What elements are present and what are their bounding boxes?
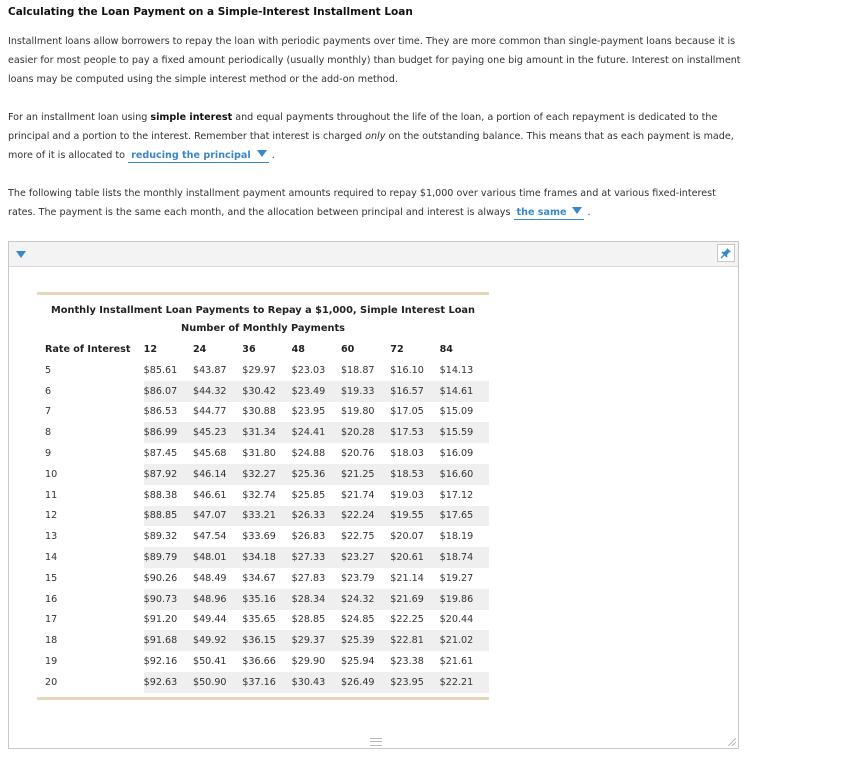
payment-cell: $25.85	[291, 489, 326, 501]
principal-dropdown[interactable]	[128, 149, 269, 163]
rate-cell: 10	[45, 468, 58, 480]
payment-cell: $15.09	[439, 406, 474, 418]
payment-cell: $16.09	[439, 448, 474, 460]
payment-cell: $25.94	[340, 656, 375, 668]
payment-cell: $21.14	[390, 572, 424, 584]
rate-cell: 14	[45, 552, 58, 564]
table-row	[37, 422, 489, 443]
payment-cell: $43.87	[192, 364, 227, 376]
rate-cell: 18	[45, 635, 58, 647]
payment-cell: $88.85	[144, 506, 193, 527]
payment-cell: $20.07	[390, 531, 424, 543]
table-row	[37, 443, 489, 464]
payment-cell: $18.19	[439, 531, 474, 543]
payment-cell: $18.87	[340, 364, 375, 376]
table-header-row	[37, 338, 489, 360]
payment-cell: $30.43	[292, 672, 341, 693]
payment-cell: $91.68	[144, 630, 193, 651]
payment-cell: $21.25	[341, 464, 390, 485]
payment-cell: $23.79	[340, 572, 375, 584]
payment-cell: $18.74	[440, 547, 489, 568]
payment-cell: $26.83	[291, 531, 326, 543]
payment-cell: $26.49	[341, 672, 390, 693]
payment-cell: $34.18	[242, 547, 291, 568]
payment-cell: $24.32	[341, 589, 390, 610]
payment-cell: $46.14	[193, 464, 242, 485]
payment-cell: $23.49	[292, 381, 341, 402]
simple-interest-paragraph	[8, 108, 743, 165]
payment-cell: $23.95	[291, 406, 326, 418]
principal-dropdown-value: reducing the principal	[131, 150, 251, 161]
payment-cell: $47.07	[193, 506, 242, 527]
payment-cell: $50.41	[192, 656, 227, 668]
payment-cell: $35.16	[242, 589, 291, 610]
table-row	[37, 526, 489, 547]
rate-cell: 17	[45, 614, 58, 626]
payment-cell: $87.45	[143, 448, 178, 460]
payment-cell: $30.88	[242, 406, 276, 418]
para2-emphasis: only	[365, 131, 386, 142]
page-title: Calculating the Loan Payment on a Simple-Interest Installment Loan	[8, 6, 413, 18]
payment-cell: $19.03	[390, 489, 424, 501]
payment-cell: $19.33	[341, 381, 390, 402]
payment-cell: $28.34	[292, 589, 341, 610]
payment-cell: $23.38	[390, 656, 424, 668]
rate-cell: 7	[45, 406, 52, 418]
payment-cell: $35.65	[242, 614, 276, 626]
table-panel	[8, 241, 739, 749]
payment-cell: $24.85	[340, 614, 375, 626]
payment-cell: $17.05	[390, 406, 424, 418]
table-row	[37, 630, 489, 651]
rate-cell: 13	[45, 531, 58, 543]
payment-cell: $87.92	[144, 464, 193, 485]
table-subtitle: Number of Monthly Payments	[181, 323, 345, 334]
payment-cell: $17.12	[439, 489, 474, 501]
table-row	[37, 589, 489, 610]
payment-cell: $16.60	[440, 464, 489, 485]
payment-cell: $23.95	[390, 672, 439, 693]
payment-cell: $14.61	[440, 381, 489, 402]
para2-text-2: and equal payments throughout the life of the loan, a portion of each repayment is dedicated to the principal and a portion to the interest. Remember that interest is charged	[8, 112, 718, 142]
payment-cell: $33.21	[242, 506, 291, 527]
table-row	[37, 672, 489, 693]
payment-cell: $19.55	[390, 506, 439, 527]
payment-cell: $44.77	[192, 406, 227, 418]
payment-cell: $20.44	[439, 614, 474, 626]
payment-cell: $31.80	[242, 448, 276, 460]
rate-cell: 11	[45, 489, 58, 501]
payment-cell: $36.66	[242, 656, 276, 668]
allocation-dropdown[interactable]	[514, 206, 585, 220]
rate-cell: 16	[45, 593, 58, 605]
payment-cell: $20.76	[340, 448, 375, 460]
payment-cell: $92.63	[144, 672, 193, 693]
table-intro-paragraph	[8, 184, 743, 222]
table-row	[37, 381, 489, 402]
payment-cell: $24.88	[291, 448, 326, 460]
payment-cell: $23.03	[291, 364, 326, 376]
payment-cell: $14.13	[439, 364, 474, 376]
table-row	[37, 402, 489, 423]
payment-cell: $50.90	[193, 672, 242, 693]
payment-cell: $21.02	[440, 630, 489, 651]
payment-cell: $20.28	[341, 422, 390, 443]
payment-cell: $32.27	[242, 464, 291, 485]
payment-cell: $17.53	[390, 422, 439, 443]
rate-cell: 9	[45, 448, 52, 460]
payment-cell: $22.75	[340, 531, 375, 543]
payment-table	[37, 338, 489, 693]
chevron-down-icon	[572, 207, 582, 214]
payment-cell: $45.23	[193, 422, 242, 443]
column-header: 84	[439, 343, 453, 355]
payment-cell: $19.86	[440, 589, 489, 610]
rate-cell: 20	[45, 676, 58, 688]
rate-cell: 5	[45, 364, 52, 376]
payment-cell: $23.27	[341, 547, 390, 568]
payment-cell: $86.99	[144, 422, 193, 443]
payment-cell: $49.44	[192, 614, 227, 626]
payment-cell: $18.03	[390, 448, 424, 460]
rate-cell: 8	[45, 427, 52, 439]
payment-cell: $22.81	[390, 630, 439, 651]
allocation-dropdown-value: the same	[516, 207, 567, 218]
rate-cell: 6	[45, 385, 52, 397]
column-header: 60	[340, 343, 355, 355]
payment-cell: $90.26	[143, 572, 178, 584]
column-header: 36	[242, 343, 256, 355]
payment-cell: $29.37	[292, 630, 341, 651]
payment-cell: $88.38	[143, 489, 178, 501]
payment-cell: $21.74	[340, 489, 375, 501]
payment-cell: $48.01	[193, 547, 242, 568]
table-row	[37, 360, 489, 381]
payment-cell: $28.85	[291, 614, 326, 626]
table-row	[37, 485, 489, 506]
payment-cell: $86.07	[144, 381, 193, 402]
rate-cell: 15	[45, 572, 58, 584]
payment-cell: $18.53	[390, 464, 439, 485]
payment-cell: $48.49	[192, 572, 227, 584]
column-header: 12	[143, 343, 157, 355]
para3-end: .	[587, 207, 591, 218]
para2-text-3: on the outstanding balance. This means that as each payment is made, more of it is allocated to	[8, 131, 734, 161]
rate-column-header: Rate of Interest	[45, 343, 131, 355]
pin-button[interactable]	[717, 244, 735, 262]
payment-cell: $25.36	[292, 464, 341, 485]
table-title: Monthly Installment Loan Payments to Repay a $1,000, Simple Interest Loan	[50, 305, 476, 316]
payment-cell: $29.90	[291, 656, 326, 668]
resize-handle[interactable]	[728, 738, 736, 746]
payment-cell: $85.61	[143, 364, 178, 376]
payment-cell: $44.32	[193, 381, 242, 402]
payment-cell: $20.61	[390, 547, 439, 568]
payment-cell: $21.69	[390, 589, 439, 610]
payment-cell: $27.83	[291, 572, 326, 584]
payment-cell: $92.16	[143, 656, 178, 668]
payment-cell: $22.25	[390, 614, 424, 626]
table-row	[37, 464, 489, 485]
para2-bold: simple interest	[150, 112, 233, 123]
payment-cell: $19.27	[439, 572, 474, 584]
intro-paragraph: Installment loans allow borrowers to repay the loan with periodic payments over time. They are more common than single-payment loans because it is easier for most people to pay a fixed amount periodically (usually monthly) than budget for paying one big amount in the future. Interest on installment loans may be computed using the simple interest method or the add-on method.	[8, 36, 741, 85]
rate-cell: 12	[45, 510, 58, 522]
payment-cell: $47.54	[192, 531, 227, 543]
table-row	[37, 547, 489, 568]
panel-header-bar	[9, 242, 738, 267]
column-header: 24	[192, 343, 207, 355]
rate-cell: 19	[45, 656, 58, 668]
payment-cell: $37.16	[242, 672, 291, 693]
table-row	[37, 568, 489, 589]
payment-cell: $33.69	[242, 531, 276, 543]
pin-icon	[720, 247, 732, 259]
payment-cell: $48.96	[193, 589, 242, 610]
scroll-grip-handle[interactable]	[370, 738, 382, 746]
table-row	[37, 506, 489, 527]
chevron-down-icon	[257, 150, 267, 157]
para2-end: .	[271, 150, 275, 161]
payment-cell: $26.33	[292, 506, 341, 527]
payment-cell: $31.34	[242, 422, 291, 443]
payment-cell: $89.79	[144, 547, 193, 568]
payment-cell: $90.73	[144, 589, 193, 610]
payment-cell: $46.61	[192, 489, 227, 501]
payment-cell: $86.53	[143, 406, 178, 418]
payment-cell: $29.97	[242, 364, 276, 376]
payment-cell: $21.61	[439, 656, 474, 668]
collapse-toggle-icon[interactable]	[16, 251, 26, 258]
payment-cell: $27.33	[292, 547, 341, 568]
payment-cell: $15.59	[440, 422, 489, 443]
para2-text-1: For an installment loan using	[8, 112, 151, 123]
bottom-rule	[37, 697, 489, 700]
para3-text-1: The following table lists the monthly installment payment amounts required to repay $1,000 over various time frames and at various fixed-interest rates. The payment is the same each month, and the allocation between principal and interest is always	[8, 188, 716, 218]
payment-cell: $19.80	[340, 406, 375, 418]
payment-cell: $30.42	[242, 381, 291, 402]
payment-cell: $25.39	[341, 630, 390, 651]
table-row	[37, 610, 489, 631]
payment-cell: $36.15	[242, 630, 291, 651]
column-header: 72	[390, 343, 404, 355]
payment-cell: $45.68	[192, 448, 227, 460]
payment-cell: $32.74	[242, 489, 276, 501]
payment-cell: $24.41	[292, 422, 341, 443]
payment-table-container	[37, 292, 489, 700]
table-row	[37, 651, 489, 672]
payment-cell: $22.24	[341, 506, 390, 527]
payment-cell: $22.21	[440, 672, 489, 693]
payment-cell: $16.10	[390, 364, 424, 376]
column-header: 48	[291, 343, 305, 355]
top-rule	[37, 292, 489, 295]
payment-cell: $89.32	[143, 531, 178, 543]
payment-cell: $17.65	[440, 506, 489, 527]
payment-cell: $91.20	[143, 614, 178, 626]
payment-cell: $34.67	[242, 572, 276, 584]
payment-cell: $16.57	[390, 381, 439, 402]
payment-cell: $49.92	[193, 630, 242, 651]
